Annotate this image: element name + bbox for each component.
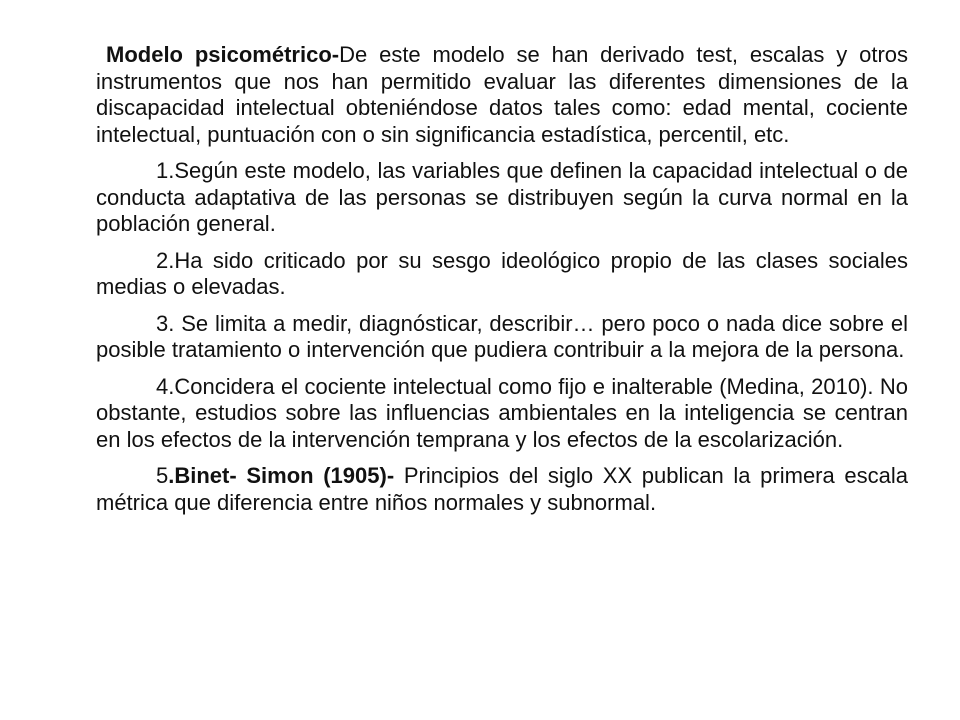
point-2-text: Ha sido criticado por su sesgo ideológico propio de las clases sociales medias o elevadas. — [96, 247, 908, 299]
point-4-text: Concidera el cociente intelectual como fijo e inalterable (Medina, 2010). No obstante, estudios sobre las influencias ambientales en la inteligencia se centran en los efectos de la intervención temprana y los efectos de la escolarización. — [96, 373, 908, 452]
point-1-number: 1. — [156, 158, 175, 183]
point-1 — [96, 158, 908, 238]
intro-text: De este modelo se han derivado test, escalas y otros instrumentos que nos han permitido evaluar las diferentes dimensiones de la discapacidad intelectual obteniéndose datos tales como: edad mental, cociente intelectual, puntuación con o sin significancia estadística, percentil, etc. — [96, 42, 909, 147]
point-5 — [96, 463, 908, 516]
intro-paragraph — [96, 42, 908, 148]
point-2-number: 2. — [156, 247, 175, 273]
point-3 — [96, 311, 908, 364]
intro-title: Modelo psicométrico- — [106, 42, 340, 67]
point-1-text: Según este modelo, las variables que definen la capacidad intelectual o de conducta adaptativa de las personas se distribuyen según la curva normal en la población general. — [96, 158, 908, 236]
point-3-text: Se limita a medir, diagnósticar, describir… pero poco o nada dice sobre el posible tratamiento o intervención que pudiera contribuir a la mejora de la persona. — [96, 310, 909, 362]
point-5-number: 5 — [156, 463, 169, 488]
point-5-lead: .Binet- Simon (1905)- — [168, 463, 395, 488]
point-3-number: 3. — [156, 310, 182, 336]
point-2 — [96, 248, 908, 301]
point-4 — [96, 374, 908, 454]
point-5-text: Principios del siglo XX publican la primera escala métrica que diferencia entre niños normales y subnormal. — [96, 463, 908, 515]
point-4-number: 4. — [156, 373, 175, 399]
